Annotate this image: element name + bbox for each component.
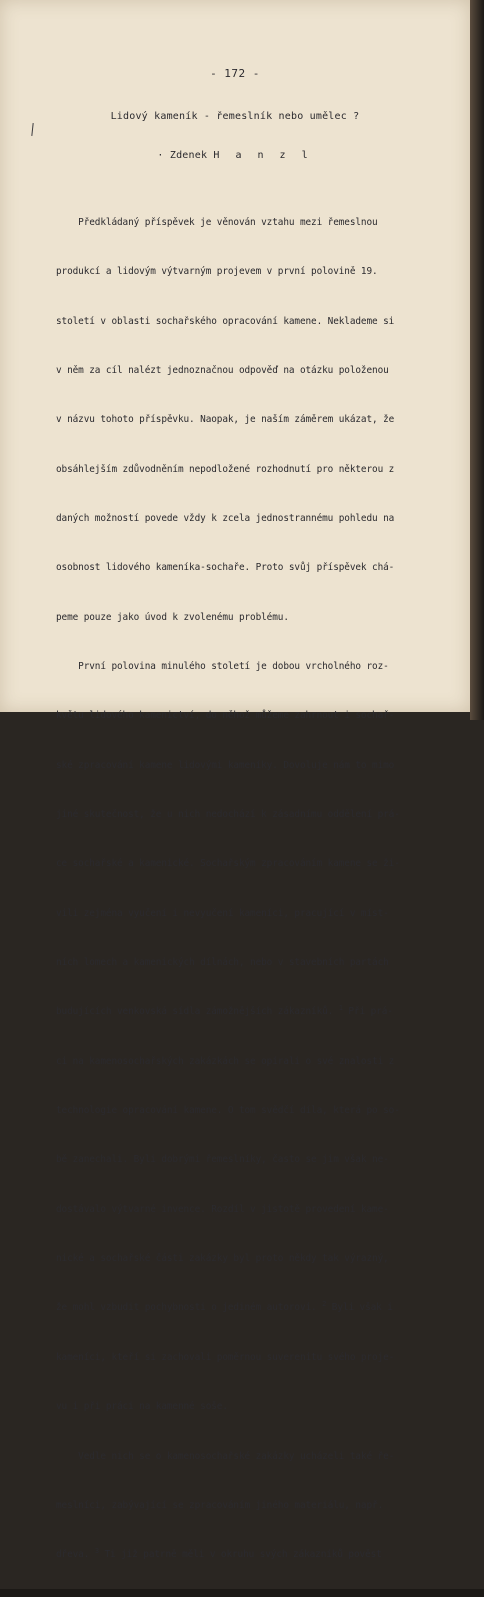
author-last-name: H a n z l xyxy=(213,150,313,161)
text-line: kameníci, kteří si zachovali poměrnou suverenitu svého proje- xyxy=(56,1351,395,1363)
text-line: osobnost lidového kameníka-sochaře. Proto svůj příspěvek chá- xyxy=(56,562,395,574)
text-line: ské zpracování kamene lidovými kameníky. Dovoluje nám to mimo xyxy=(56,759,395,771)
text-line: dostávalo výtvarné invence. Rozdíl v jistotě provedení kame- xyxy=(56,1203,389,1215)
text-line: ci na kamenosochařských zakázkách se opírali o své znalosti z xyxy=(56,1055,395,1067)
author-first-name: Zdenek xyxy=(169,150,208,161)
article-author xyxy=(0,150,470,161)
text-line: peme pouze jako úvod k zvolenému problému. xyxy=(56,611,289,623)
text-line: bě zanechali. Byli dobrými řemeslníky, často se jim však ne- xyxy=(56,1154,389,1166)
text-line: produkcí a lidovým výtvarným projevem v první polovině 19. xyxy=(56,266,378,278)
text-line-footnote-1: budujících venkovská sídla zámožnějších zákazníků. $^1$ Při prá- xyxy=(56,1004,393,1018)
footnote-ref: 1 xyxy=(338,1004,343,1013)
page-edge xyxy=(470,0,484,720)
text-line: v názvu tohoto příspěvku. Naopak, je naším záměrem ukázat, že xyxy=(56,414,395,426)
text-line: ních lomech a kamenických dílnách, nebo v stavebních partách xyxy=(56,957,389,969)
text-line-footnote-2: že mohl vzbudit pochybnosti o jediném autorovi. $^2$ Byli však i xyxy=(56,1300,393,1314)
page-number: - 172 - xyxy=(210,67,260,80)
text-line: meslníci, zabývající se zpracováním jiného materiálu, např. xyxy=(56,1499,384,1511)
footnote-ref: 2 xyxy=(322,1300,327,1309)
text-line: obsáhlejším zdůvodněním nepodložené rozhodnutí pro některou z xyxy=(56,463,395,475)
text-line: technologie opracování kamene. O tom svědčí díla, která po so- xyxy=(56,1105,400,1117)
text-line: květu lidového kamenictví, do něhož můžeme zahrnout i sochař- xyxy=(56,710,395,722)
text-line: století v oblasti sochařského opracování kamene. Neklademe si xyxy=(56,315,395,327)
margin-mark xyxy=(31,123,33,136)
article-title: Lidový kameník - řemeslník nebo umělec ? xyxy=(110,111,360,122)
text-line: v něm za cíl nalézt jednoznačnou odpověď na otázku položenou xyxy=(56,364,389,376)
text-line: Vedle nich se o kamenosochařské zakázky ucházeli také ře- xyxy=(56,1450,395,1462)
text-line: nické a sochařské části zakázky byl proto někdy tak výrazný, xyxy=(56,1253,389,1265)
bottom-edge xyxy=(0,1589,484,1597)
footnote-ref: 3 xyxy=(94,1547,99,1556)
body-text xyxy=(56,182,436,1597)
text-line: vu i při práci na kamenné soše. xyxy=(56,1401,228,1413)
text-line: Předkládaný příspěvek je věnován vztahu mezi řemeslnou xyxy=(56,216,378,228)
text-line: daných možností povede vždy k zcela jednostrannému pohledu na xyxy=(56,512,395,524)
text-line: První polovina minulého století je dobou vrcholného roz- xyxy=(56,661,389,672)
text-line: ce sochařské a kamenické. Sochařským zpracováním kamene se ži- xyxy=(56,858,400,870)
author-bullet: · xyxy=(157,150,164,161)
text-line: jiné skutečnost, že u nich nedochází k zásadnímu oddělení prá- xyxy=(56,809,400,821)
text-line-footnote-3: dřeva. $^3$ Ti již patrně měli v okruhu svých zákazníků pověst xyxy=(56,1547,382,1561)
text-line: vili zejména vyučení i nevyučení kameníci, pracující v míst- xyxy=(56,907,389,919)
